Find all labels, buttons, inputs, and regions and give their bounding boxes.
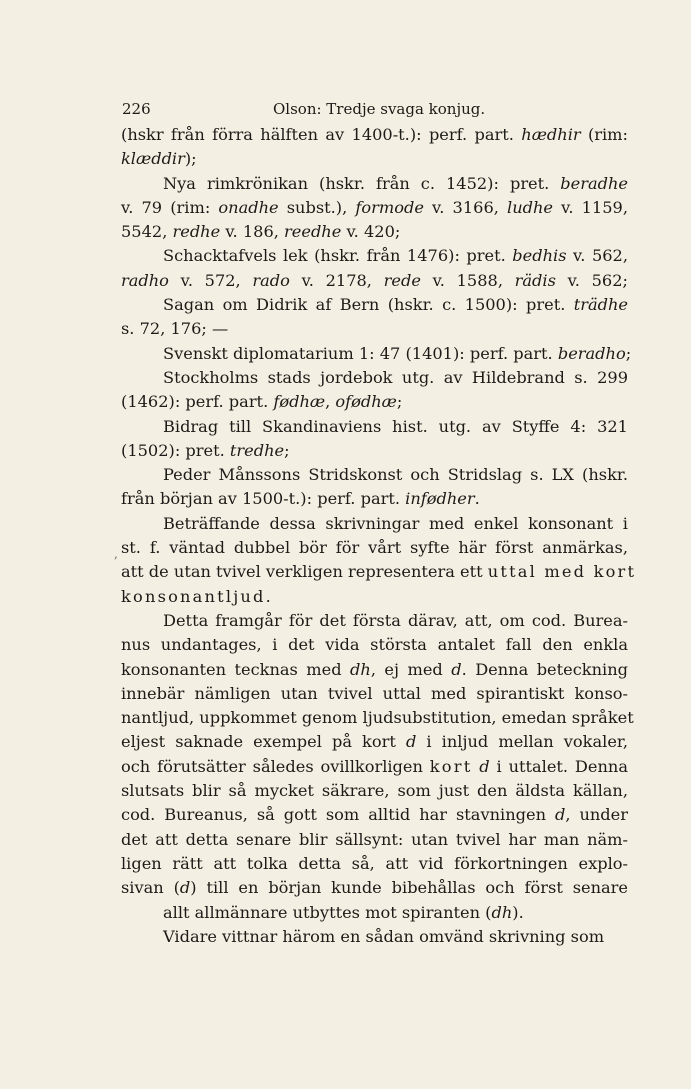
text-run: Svenskt diplomatarium 1: 47 (1401): perf. part.: [163, 343, 558, 363]
text-line: [121, 439, 628, 463]
text-run: konsonanten tecknas med: [121, 659, 351, 679]
text-run: s. 72, 176; —: [121, 319, 229, 339]
text-run: v. 420;: [341, 222, 401, 242]
text-line: [121, 415, 628, 439]
text-run: v. 1588,: [420, 270, 515, 290]
text-run: .: [265, 586, 271, 606]
text-run: Bidrag till Skandinaviens hist. utg. av Styffe 4: 321: [163, 416, 628, 436]
text-run: i uttalet. Denna: [489, 756, 628, 776]
text-run: ) till en början kunde bibehållas och först senare: [190, 878, 628, 898]
spaced-emphasis: konsonantljud: [121, 586, 266, 606]
text-line: [121, 536, 628, 560]
text-run: eljest saknade exempel på kort: [121, 732, 406, 752]
text-run: Schacktafvels lek (hskr. från 1476): pret.: [163, 246, 513, 266]
italic-word: bedhis: [512, 246, 567, 266]
spaced-emphasis: uttal med kort: [487, 562, 637, 582]
text-run: allt allmännare utbyttes mot spiranten (: [163, 902, 492, 922]
text-run: , under: [565, 805, 628, 825]
text-run: ;: [625, 343, 632, 363]
text-line: [121, 803, 628, 827]
text-run: ).: [512, 902, 524, 922]
text-run: Peder Månssons Stridskonst och Stridslag s. LX (hskr.: [163, 465, 628, 485]
text-run: v. 572,: [168, 270, 253, 290]
text-run: ligen rätt att tolka detta så, att vid förkortningen explo-: [121, 853, 628, 873]
text-run: st. f. väntad dubbel bör för vårt syfte här först anmärkas,: [121, 538, 628, 558]
text-run: det att detta senare blir sällsynt: utan tvivel har man näm-: [121, 829, 628, 849]
italic-word: radho: [121, 270, 169, 290]
text-line: [121, 560, 637, 584]
italic-word: redhe: [172, 222, 221, 242]
italic-word: hædhir: [521, 125, 581, 144]
italic-word: trädhe: [573, 295, 628, 315]
italic-word: d: [554, 805, 566, 825]
page-header: [122, 100, 626, 122]
text-run: ,: [325, 392, 336, 412]
text-line: [121, 779, 628, 803]
text-run: );: [184, 149, 197, 169]
italic-word: infødher: [405, 489, 475, 509]
text-line: [121, 123, 628, 147]
text-run: sivan (: [121, 878, 180, 898]
text-run: Sagan om Didrik af Bern (hskr. c. 1500): pret.: [163, 295, 574, 315]
text-run: från början av 1500-t.): perf. part.: [121, 489, 406, 509]
text-run: subst.),: [278, 197, 356, 217]
text-run: 5542,: [121, 222, 173, 242]
italic-word: tredhe: [229, 440, 285, 460]
italic-word: beradho: [557, 343, 626, 363]
text-run: ;: [396, 392, 403, 412]
text-line: [121, 463, 628, 487]
text-line: [121, 828, 628, 852]
text-run: Detta framgår för det första därav, att, om cod. Burea-: [163, 610, 628, 630]
text-run: nus undantages, i det vida största antalet fall den enkla: [121, 635, 628, 655]
italic-word: rädis: [514, 270, 556, 290]
text-line: [121, 220, 628, 244]
text-run: (hskr från förra hälften av 1400-t.): perf. part.: [121, 125, 522, 144]
text-run: ;: [284, 440, 290, 460]
text-line: [121, 658, 628, 682]
text-run: Vidare vittnar härom en sådan omvänd skrivning som: [163, 926, 605, 946]
text-run: v. 2178,: [289, 270, 384, 290]
text-line: [121, 512, 628, 536]
text-run: v. 1159,: [553, 197, 628, 217]
text-line: [121, 269, 628, 293]
running-title: Olson: Tredje svaga konjug.: [273, 100, 486, 118]
text-line: [121, 390, 628, 414]
text-run: v. 186,: [220, 222, 285, 242]
text-line: [121, 293, 628, 317]
italic-word: dh: [491, 902, 513, 922]
text-line: [121, 585, 628, 609]
text-line: [121, 147, 628, 171]
text-run: innebär nämligen utan tvivel uttal med spirantiskt konso-: [121, 683, 628, 703]
text-line: [121, 609, 628, 633]
text-run: (rim:: [580, 125, 628, 144]
text-line: [121, 487, 628, 511]
text-run: (1502): pret.: [121, 440, 230, 460]
italic-word: beradhe: [560, 173, 628, 193]
italic-word: fødhæ: [273, 392, 326, 412]
margin-mark: ,: [114, 547, 118, 561]
text-run: Nya rimkrönikan (hskr. från c. 1452): pret.: [163, 173, 561, 193]
text-run: v. 3166,: [423, 197, 508, 217]
text-run: v. 562;: [555, 270, 628, 290]
text-line: [121, 317, 628, 341]
page-body-text: [121, 123, 637, 949]
text-line: [121, 682, 628, 706]
text-line: [121, 244, 628, 268]
text-run: nantljud, uppkommet genom ljudsubstitution, emedan språket: [121, 708, 634, 728]
text-line: [121, 876, 628, 900]
italic-word: klæddir: [121, 149, 185, 169]
text-run: . Denna beteckning: [461, 659, 628, 679]
text-run: att de utan tvivel verkligen representera ett: [121, 562, 488, 582]
text-line: [121, 925, 628, 949]
text-run: Stockholms stads jordebok utg. av Hildebrand s. 299: [163, 367, 628, 387]
text-line: [121, 196, 628, 220]
text-run: slutsats blir så mycket säkrare, som just den äldsta källan,: [121, 781, 628, 801]
italic-word: ludhe: [507, 197, 553, 217]
text-line: [121, 706, 634, 730]
italic-word: d: [405, 732, 417, 752]
italic-word: rede: [383, 270, 421, 290]
italic-word: ofødhæ: [335, 392, 397, 412]
text-line: [121, 342, 632, 366]
text-line: [121, 755, 628, 779]
text-line: [121, 172, 628, 196]
text-run: v. 562,: [566, 246, 628, 266]
spaced-emphasis: kort: [429, 756, 473, 776]
text-run: och förutsätter således ovillkorligen: [121, 756, 430, 776]
text-line: [121, 901, 628, 925]
italic-word: d: [479, 756, 490, 776]
italic-word: d: [451, 659, 462, 679]
text-run: , ej med: [370, 659, 452, 679]
page-number: 226: [122, 100, 151, 118]
text-run: Beträffande dessa skrivningar med enkel konsonant i: [163, 513, 628, 533]
text-line: [121, 730, 628, 754]
text-line: [121, 633, 628, 657]
text-run: v. 79 (rim:: [121, 197, 219, 217]
italic-word: onadhe: [218, 197, 279, 217]
italic-word: reedhe: [284, 222, 342, 242]
text-run: .: [474, 489, 480, 509]
text-run: cod. Bureanus, så gott som alltid har stavningen: [121, 805, 555, 825]
text-line: [121, 366, 628, 390]
text-line: [121, 852, 628, 876]
italic-word: formode: [355, 197, 424, 217]
italic-word: d: [179, 878, 191, 898]
text-run: (1462): perf. part.: [121, 392, 274, 412]
italic-word: dh: [350, 659, 371, 679]
text-run: i inljud mellan vokaler,: [416, 732, 629, 752]
italic-word: rado: [252, 270, 290, 290]
